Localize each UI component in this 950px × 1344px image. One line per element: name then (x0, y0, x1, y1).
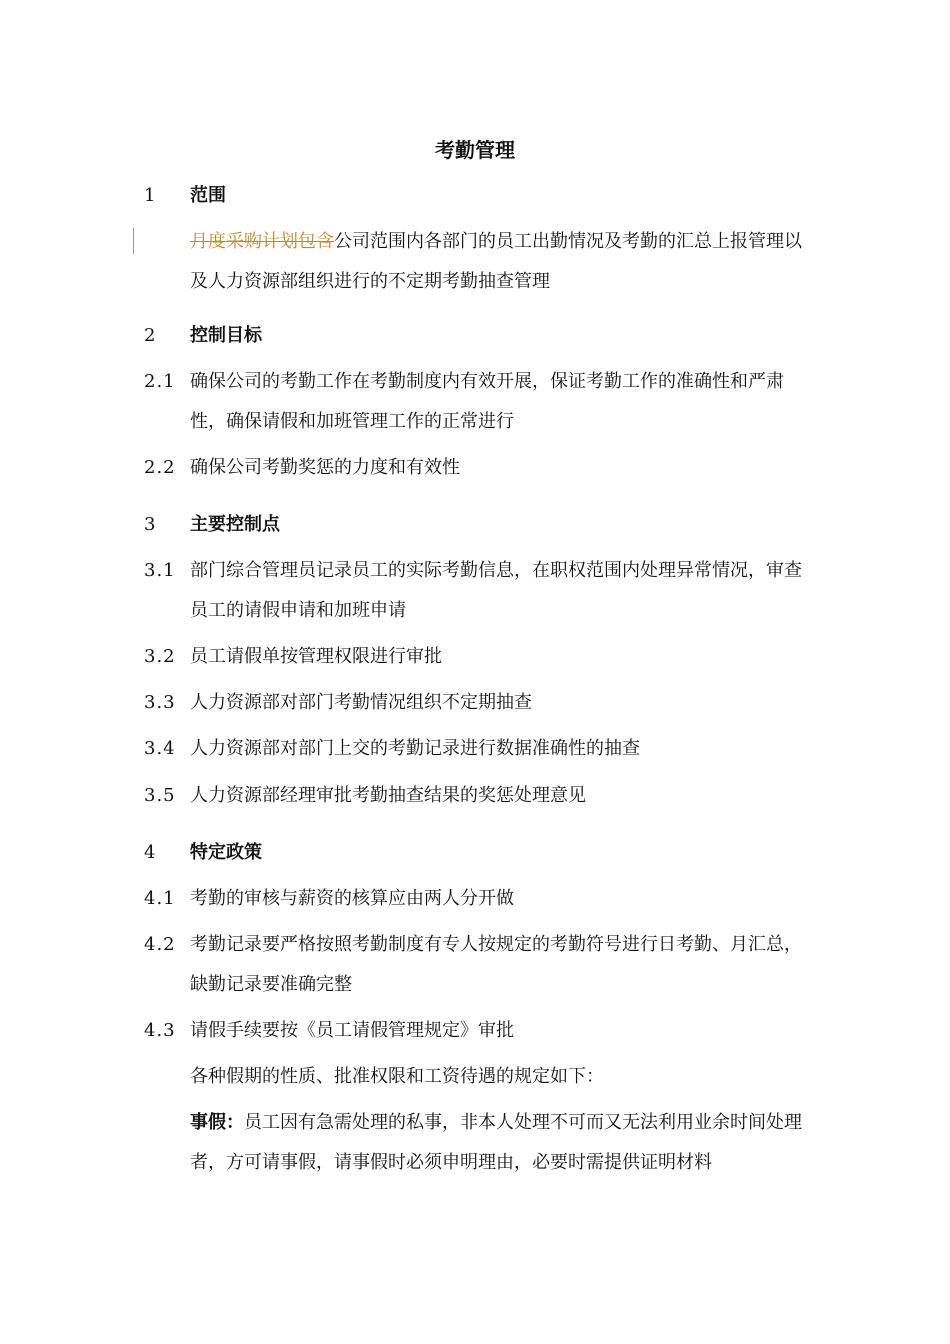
section-number: 2 (144, 325, 156, 346)
item-number: 3.5 (144, 785, 176, 806)
item-text: 确保公司的考勤工作在考勤制度内有效开展，保证考勤工作的准确性和严肃性，确保请假和加班管理工作的正常进行 (190, 371, 784, 432)
section-title: 范围 (190, 185, 226, 206)
item-number: 3.2 (144, 646, 176, 667)
item-number: 2.2 (144, 457, 176, 478)
item-number: 2.1 (144, 371, 176, 392)
item-number: 4.1 (144, 888, 176, 909)
item-number: 3.4 (144, 738, 176, 759)
leave-intro-paragraph: 各种假期的性质、批准权限和工资待遇的规定如下： (190, 1066, 604, 1087)
item-text: 请假手续要按《员工请假管理规定》审批 (190, 1020, 514, 1041)
item-text: 员工请假单按管理权限进行审批 (190, 646, 442, 667)
item-text: 考勤记录要严格按照考勤制度有专人按规定的考勤符号进行日考勤、月汇总，缺勤记录要准确完整 (190, 934, 802, 995)
item-text: 确保公司考勤奖惩的力度和有效性 (190, 457, 460, 478)
item-text: 人力资源部经理审批考勤抽查结果的奖惩处理意见 (190, 785, 586, 806)
item-number: 4.3 (144, 1020, 176, 1041)
personal-leave-text: 员工因有急需处理的私事，非本人处理不可而又无法利用业余时间处理者，方可请事假，请事假时必须申明理由，必要时需提供证明材料 (190, 1112, 802, 1173)
item-text: 考勤的审核与薪资的核算应由两人分开做 (190, 888, 514, 909)
section-number: 4 (144, 842, 156, 863)
section-title: 控制目标 (190, 325, 262, 346)
personal-leave-paragraph (190, 1103, 810, 1183)
item-text: 人力资源部对部门上交的考勤记录进行数据准确性的抽查 (190, 738, 640, 759)
section-title: 特定政策 (190, 842, 262, 863)
tracked-deletion: 月度采购计划包含 (190, 231, 334, 252)
scope-paragraph (190, 222, 810, 302)
item-number: 4.2 (144, 934, 176, 955)
item-number: 3.1 (144, 560, 176, 581)
section-number: 3 (144, 514, 156, 535)
item-text: 部门综合管理员记录员工的实际考勤信息，在职权范围内处理异常情况，审查员工的请假申请和加班申请 (190, 560, 802, 621)
revision-change-bar (133, 228, 134, 254)
section-title: 主要控制点 (190, 514, 280, 535)
scope-text: 公司范围内各部门的员工出勤情况及考勤的汇总上报管理以及人力资源部组织进行的不定期考勤抽查管理 (190, 231, 802, 292)
section-number: 1 (144, 185, 156, 206)
item-text: 人力资源部对部门考勤情况组织不定期抽查 (190, 692, 532, 713)
page-title: 考勤管理 (435, 138, 515, 162)
personal-leave-label: 事假： (190, 1112, 244, 1133)
item-number: 3.3 (144, 692, 176, 713)
